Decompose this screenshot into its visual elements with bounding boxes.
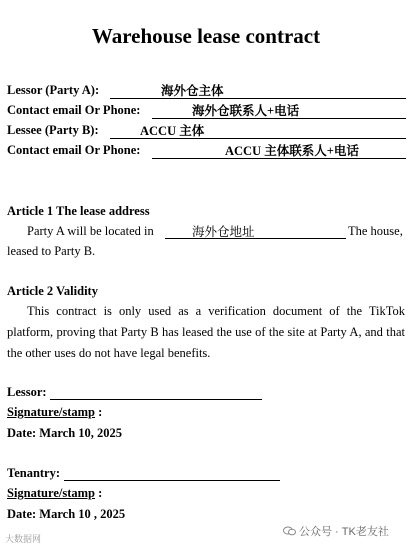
tenant-signature-colon: : — [94, 486, 103, 500]
lessor-signature-colon: : — [94, 405, 103, 419]
lessor-underline — [110, 98, 406, 99]
lessor-value: 海外仓主体 — [161, 84, 224, 98]
article1-address: 海外仓地址 — [192, 225, 255, 239]
article1-text-before: Party A will be located in — [27, 224, 154, 238]
lessor-contact-label: Contact email Or Phone: — [7, 103, 141, 117]
tenant-signature-line — [7, 486, 102, 501]
article2-heading: Article 2 Validity — [7, 284, 98, 298]
tenant-signature-label: Signature/stamp — [7, 486, 95, 500]
article2-body: This contract is only used as a verification document of the TikTok platform, proving that Party B has leased the use of the site at Party A, and that the other uses do not have legal benefits. — [7, 304, 405, 360]
lessor-sign-label: Lessor: — [7, 385, 47, 399]
lessor-sign-underline — [50, 399, 262, 400]
lessor-label: Lessor (Party A): — [7, 83, 100, 97]
lessor-contact-value: 海外仓联系人+电话 — [192, 104, 300, 118]
document-title: Warehouse lease contract — [91, 24, 321, 48]
lessor-signature-label: Signature/stamp — [7, 405, 95, 419]
wechat-icon — [283, 526, 296, 536]
lessee-contact-value: ACCU 主体联系人+电话 — [225, 144, 359, 158]
lessee-contact-label: Contact email Or Phone: — [7, 143, 141, 157]
article1-text-line2: leased to Party B. — [7, 244, 96, 258]
corner-watermark: 大数据网 — [5, 534, 42, 544]
tenant-sign-label: Tenantry: — [7, 466, 61, 480]
tenant-date: Date: March 10 , 2025 — [7, 507, 126, 521]
article1-heading: Article 1 The lease address — [7, 204, 150, 218]
tenant-sign-underline — [64, 480, 280, 481]
lessor-date: Date: March 10, 2025 — [7, 426, 123, 440]
watermark-text: 公众号 · TK老友社 — [299, 526, 389, 538]
lessee-value: ACCU 主体 — [140, 124, 205, 138]
lessor-signature-line — [7, 405, 102, 420]
article1-text-after: The house, — [348, 224, 403, 238]
lessee-label: Lessee (Party B): — [7, 123, 99, 137]
